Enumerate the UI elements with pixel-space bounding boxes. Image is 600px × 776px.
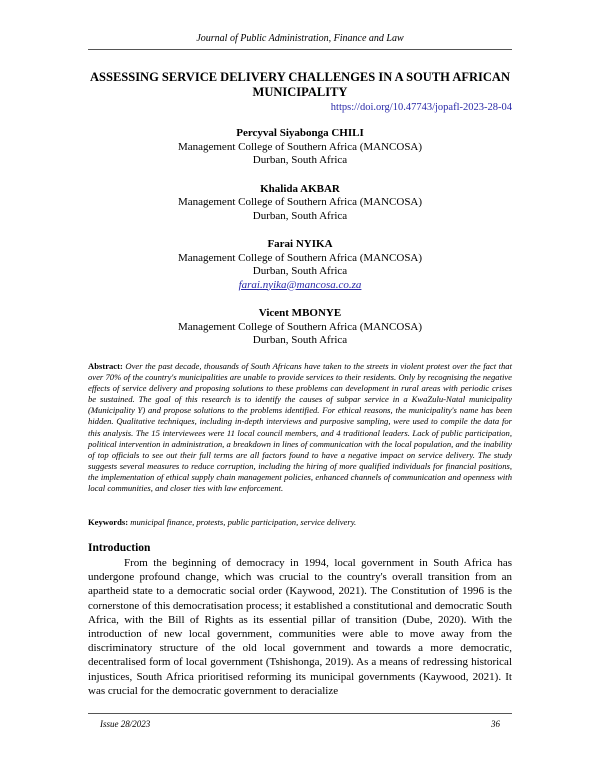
author-location: Durban, South Africa <box>252 334 348 346</box>
footer-issue: Issue 28/2023 <box>100 719 151 729</box>
author-affiliation: Management College of Southern Africa (MANCOSA) <box>177 320 423 333</box>
introduction-heading: Introduction <box>88 542 151 554</box>
keywords <box>88 517 512 528</box>
author-affiliation: Management College of Southern Africa (MANCOSA) <box>177 251 423 264</box>
introduction-paragraph: From the beginning of democracy in 1994, local government in South Africa has undergone profound change, which was crucial to the country's overall transition from an apartheid state to a democratic social order (Kaywood, 2021). The Constitution of 1996 is the cornerstone of this democratisation process; it established a constitutional and democratic South Africa, with the Bill of Rights as its essential pillar of transition (Dube, 2020). With the introduction of new local government, communities were able to move away from the discriminatory structure of the old local government and towards a more democratic, decentralised form of local government (Tshishonga, 2019). As a means of redressing historical injustices, South Africa prioritised reforming its municipal governments (Kaywood, 2021). It was crucial for the democratic government to deracialize <box>88 557 512 697</box>
author-email-link[interactable]: farai.nyika@mancosa.co.za <box>238 278 362 291</box>
running-head: Journal of Public Administration, Finance and Law <box>196 33 404 44</box>
author-block <box>88 183 512 224</box>
footer-rule <box>88 713 512 714</box>
author-block <box>88 307 512 348</box>
author-affiliation: Management College of Southern Africa (MANCOSA) <box>177 196 423 208</box>
author-name: Vicent MBONYE <box>258 307 342 319</box>
doi-link[interactable]: https://doi.org/10.47743/jopafl-2023-28-04 <box>330 102 512 113</box>
author-list <box>88 127 512 363</box>
header-rule <box>88 49 512 50</box>
author-affiliation: Management College of Southern Africa (MANCOSA) <box>177 140 423 153</box>
abstract-label: Abstract: <box>88 361 123 371</box>
author-block <box>88 127 512 168</box>
keywords-text: municipal finance, protests, public participation, service delivery. <box>130 517 357 527</box>
author-name: Percyval Siyabonga CHILI <box>236 127 364 139</box>
author-block <box>88 238 512 292</box>
abstract-text: Over the past decade, thousands of South Africans have taken to the streets in violent protest over the fact that over 70% of the country's municipalities are unable to provide services to their residents. Only by recognising the negative effects of service delivery and proposing solutions to these problems can development in rural areas with periodic crises be sustained. The goal of this research is to identify the causes of subpar service in a KwaZulu-Natal municipality (Municipality Y) and propose solutions to the problems identified. For ethical reasons, the municipality's name has been hidden. Qualitative techniques, including in-depth interviews and purposive sampling, were used to compile the data for this analysis. The 15 interviewees were 11 local council members, and 4 traditional leaders. Lack of public participation, political intervention in administration, a breakdown in lines of communication with the local population, and the inability of top officials to see out their full terms are all factors found to have a negative impact on service delivery. The study suggests several measures to reduce corruption, including the hiring of more qualified individuals for financial positions, the implementation of ethical supply chain management policies, enhanced channels of communication and openness with local communities, and closer ties with law enforcement. <box>88 361 512 494</box>
keywords-label: Keywords: <box>88 517 129 527</box>
author-name: Khalida AKBAR <box>260 182 340 195</box>
author-name: Farai NYIKA <box>267 238 333 250</box>
author-location: Durban, South Africa <box>252 154 348 166</box>
abstract <box>88 361 512 494</box>
author-location: Durban, South Africa <box>252 209 348 222</box>
author-location: Durban, South Africa <box>252 265 348 277</box>
footer-page-number: 36 <box>491 719 500 729</box>
paper-title: ASSESSING SERVICE DELIVERY CHALLENGES IN A SOUTH AFRICAN MUNICIPALITY <box>90 70 510 99</box>
